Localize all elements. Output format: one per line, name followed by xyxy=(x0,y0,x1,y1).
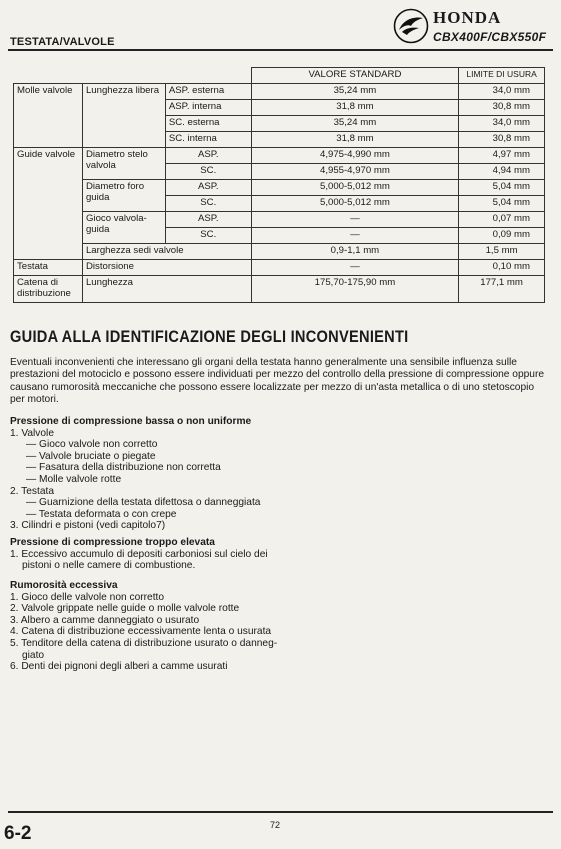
honda-wing-logo-icon xyxy=(393,8,429,44)
table-row xyxy=(14,260,545,276)
cell-limit: 5,04 mm xyxy=(459,196,545,212)
list-item: — Valvole bruciate o piegate xyxy=(26,450,156,462)
row-label-seat-width: Larghezza sedi valvole xyxy=(82,244,251,260)
group-title: Pressione di compressione bassa o non uniforme xyxy=(10,416,252,427)
list-item: 6. Denti dei pignoni degli alberi a camme usurati xyxy=(10,661,228,673)
troubleshooting-group-low-compression xyxy=(10,416,340,532)
row-label-head: Testata xyxy=(14,260,83,276)
cell-standard: 175,70-175,90 mm xyxy=(251,276,458,303)
intro-paragraph: Eventuali inconvenienti che interessano gli organi della testata hanno generalmente una sensibile influenza sulle prestazioni del motociclo e possono essere individuati per mezzo del controllo della pressione di compressione oppure causano rumorosità meccaniche che possono essere localizzate per mezzo di un'asta metallica o di uno stetoscopio per motori. xyxy=(10,357,545,405)
cell-limit: 0,07 mm xyxy=(459,212,545,228)
list-item: — Testata deformata o con crepe xyxy=(26,508,177,520)
list-item: 3. Albero a camme danneggiato o usurato xyxy=(10,614,200,626)
row-label-distortion: Distorsione xyxy=(82,260,251,276)
table-row xyxy=(14,84,545,100)
list-item: 3. Cilindri e pistoni (vedi capitolo7) xyxy=(10,520,166,532)
cell-limit: 34,0 mm xyxy=(459,84,545,100)
cell-standard: 5,000-5,012 mm xyxy=(251,180,458,196)
table-row xyxy=(14,180,545,196)
column-header-limit: LIMITE DI USURA xyxy=(459,68,545,84)
cell-sub: ASP. interna xyxy=(165,100,251,116)
list-item: 1. Gioco delle valvole non corretto xyxy=(10,591,165,603)
group-title: Pressione di compressione troppo elevata xyxy=(10,537,215,548)
cell-sub: ASP. xyxy=(165,180,251,196)
cell-limit: 0,09 mm xyxy=(459,228,545,244)
troubleshooting-group-excessive-noise xyxy=(10,580,340,673)
cell-limit: 5,04 mm xyxy=(459,180,545,196)
cell-sub: ASP. xyxy=(165,212,251,228)
model-name: CBX400F/CBX550F xyxy=(433,30,547,44)
cell-standard: 0,9-1,1 mm xyxy=(251,244,458,260)
list-item: 4. Catena di distribuzione eccessivamente lenta o usurata xyxy=(10,626,272,638)
cell-sub: SC. interna xyxy=(165,132,251,148)
row-label-guide-clearance: Gioco valvola-guida xyxy=(82,212,165,244)
brand-block xyxy=(393,6,553,50)
cell-standard: 31,8 mm xyxy=(251,132,458,148)
list-item: pistoni o nelle camere di combustione. xyxy=(22,560,196,572)
row-label-valve-springs: Molle valvole xyxy=(14,84,83,148)
cell-sub: SC. xyxy=(165,164,251,180)
row-label-free-length: Lunghezza libera xyxy=(82,84,165,148)
header-divider xyxy=(8,49,553,51)
row-label-length: Lunghezza xyxy=(82,276,251,303)
cell-standard: 31,8 mm xyxy=(251,100,458,116)
row-label-cam-chain: Catena di distribuzione xyxy=(14,276,83,303)
cell-limit: 1,5 mm xyxy=(459,244,545,260)
chapter-page-ref: 6-2 xyxy=(4,823,32,844)
troubleshooting-group-high-compression xyxy=(10,537,340,572)
cell-standard: 35,24 mm xyxy=(251,84,458,100)
cell-limit: 4,94 mm xyxy=(459,164,545,180)
cell-limit: 177,1 mm xyxy=(459,276,545,303)
table-row xyxy=(14,212,545,228)
row-label-valve-guides: Guide valvole xyxy=(14,148,83,260)
page-number: 72 xyxy=(270,820,281,830)
table-row xyxy=(14,276,545,303)
cell-sub: ASP. esterna xyxy=(165,84,251,100)
list-item: 2. Valvole grippate nelle guide o molle valvole rotte xyxy=(10,603,240,615)
table-header-row xyxy=(14,68,545,84)
footer-divider xyxy=(8,811,553,813)
list-item: — Gioco valvole non corretto xyxy=(26,439,158,451)
list-item: giato xyxy=(22,649,45,661)
list-item: 1. Eccessivo accumulo di depositi carboniosi sul cielo dei xyxy=(10,548,268,560)
row-label-bore-diameter: Diametro foro guida xyxy=(82,180,165,212)
cell-sub: ASP. xyxy=(165,148,251,164)
cell-limit: 34,0 mm xyxy=(459,116,545,132)
cell-limit: 4,97 mm xyxy=(459,148,545,164)
cell-standard: 5,000-5,012 mm xyxy=(251,196,458,212)
table-row xyxy=(14,244,545,260)
list-item: 1. Valvole xyxy=(10,427,54,439)
section-title: TESTATA/VALVOLE xyxy=(10,36,115,48)
specifications-table xyxy=(13,67,545,303)
list-item: — Fasatura della distribuzione non corretta xyxy=(26,462,221,474)
row-label-stem-diameter: Diametro stelo valvola xyxy=(82,148,165,180)
list-item: — Molle valvole rotte xyxy=(26,473,122,485)
cell-sub: SC. xyxy=(165,196,251,212)
cell-standard: 4,955-4,970 mm xyxy=(251,164,458,180)
cell-sub: SC. xyxy=(165,228,251,244)
brand-name: HONDA xyxy=(433,8,502,27)
list-item: 5. Tenditore della catena di distribuzione usurato o danneg- xyxy=(10,637,278,649)
table-row xyxy=(14,148,545,164)
cell-standard: — xyxy=(251,260,458,276)
group-title: Rumorosità eccessiva xyxy=(10,580,118,591)
column-header-standard: VALORE STANDARD xyxy=(251,68,458,84)
cell-standard: — xyxy=(251,212,458,228)
cell-standard: — xyxy=(251,228,458,244)
cell-limit: 0,10 mm xyxy=(459,260,545,276)
cell-standard: 4,975-4,990 mm xyxy=(251,148,458,164)
cell-limit: 30,8 mm xyxy=(459,132,545,148)
list-item: — Guarnizione della testata difettosa o danneggiata xyxy=(26,497,261,509)
cell-limit: 30,8 mm xyxy=(459,100,545,116)
cell-sub: SC. esterna xyxy=(165,116,251,132)
cell-standard: 35,24 mm xyxy=(251,116,458,132)
list-item: 2. Testata xyxy=(10,485,54,497)
troubleshooting-title: GUIDA ALLA IDENTIFICAZIONE DEGLI INCONVENIENTI xyxy=(10,327,409,346)
